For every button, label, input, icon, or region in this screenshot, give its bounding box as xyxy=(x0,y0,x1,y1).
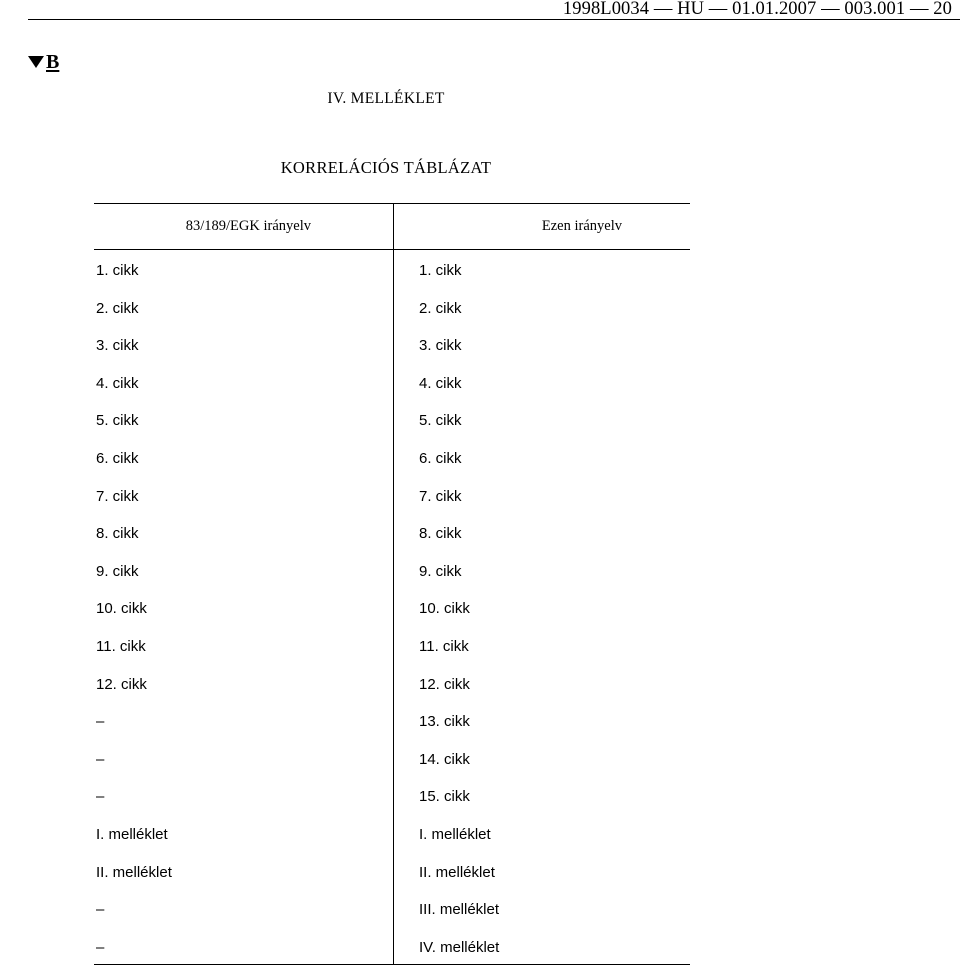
table-row xyxy=(94,664,690,702)
this-directive-cell: 15. cikk xyxy=(419,788,470,806)
consolidation-marker xyxy=(28,50,59,74)
table-row xyxy=(94,400,690,438)
this-directive-cell: 5. cikk xyxy=(419,412,462,430)
this-directive-cell: 11. cikk xyxy=(419,637,469,655)
table-title: KORRELÁCIÓS TÁBLÁZAT xyxy=(280,158,492,177)
table-row xyxy=(94,626,690,664)
old-directive-cell: – xyxy=(94,776,394,814)
table-row xyxy=(94,438,690,476)
table-row xyxy=(94,776,690,814)
table-row xyxy=(94,551,690,589)
table-row xyxy=(94,739,690,777)
old-directive-cell: 7. cikk xyxy=(94,476,394,514)
this-directive-cell: 3. cikk xyxy=(419,337,462,355)
down-triangle-icon xyxy=(28,56,44,68)
table-row xyxy=(94,476,690,514)
annex-title: IV. MELLÉKLET xyxy=(327,90,445,107)
this-directive-cell: 1. cikk xyxy=(419,262,462,279)
old-directive-cell: II. melléklet xyxy=(94,852,394,890)
old-directive-cell: 3. cikk xyxy=(94,325,394,363)
this-directive-cell: 12. cikk xyxy=(419,675,470,693)
old-directive-cell: 4. cikk xyxy=(94,363,394,401)
old-directive-cell: 5. cikk xyxy=(94,400,394,438)
old-directive-cell: 11. cikk xyxy=(94,626,394,664)
marker-label: B xyxy=(46,51,60,73)
table-row xyxy=(94,927,690,965)
header-old-directive: 83/189/EGK irányelv xyxy=(94,204,394,249)
document-reference: 1998L0034 — HU — 01.01.2007 — 003.001 — 20 xyxy=(562,0,952,19)
old-directive-cell: – xyxy=(94,701,394,739)
this-directive-cell: 14. cikk xyxy=(419,750,470,768)
old-directive-cell: 8. cikk xyxy=(94,513,394,551)
old-directive-cell: – xyxy=(94,739,394,777)
old-directive-cell: 10. cikk xyxy=(94,588,394,626)
this-directive-cell: 8. cikk xyxy=(419,525,462,543)
old-directive-cell: – xyxy=(94,927,394,965)
table-row xyxy=(94,889,690,927)
this-directive-cell: 13. cikk xyxy=(419,713,470,731)
table-row xyxy=(94,513,690,551)
table-body xyxy=(94,250,690,964)
correlation-table xyxy=(94,203,690,965)
this-directive-cell: 10. cikk xyxy=(419,600,470,618)
this-directive-cell: 4. cikk xyxy=(419,374,462,392)
table-row xyxy=(94,701,690,739)
table-row xyxy=(94,363,690,401)
old-directive-cell: 1. cikk xyxy=(94,250,394,288)
this-directive-cell: II. melléklet xyxy=(419,863,495,881)
old-directive-cell: 2. cikk xyxy=(94,288,394,326)
table-row xyxy=(94,250,690,288)
old-directive-cell: 6. cikk xyxy=(94,438,394,476)
header-this-directive: Ezen irányelv xyxy=(541,218,622,234)
running-header xyxy=(0,0,960,22)
old-directive-cell: 12. cikk xyxy=(94,664,394,702)
old-directive-cell: 9. cikk xyxy=(94,551,394,589)
table-header xyxy=(94,204,690,250)
header-rule xyxy=(28,19,960,20)
this-directive-cell: 6. cikk xyxy=(419,449,462,467)
this-directive-cell: IV. melléklet xyxy=(419,938,500,956)
table-row xyxy=(94,814,690,852)
table-row xyxy=(94,852,690,890)
this-directive-cell: I. melléklet xyxy=(419,825,491,843)
old-directive-cell: I. melléklet xyxy=(94,814,394,852)
table-row xyxy=(94,588,690,626)
this-directive-cell: III. melléklet xyxy=(419,901,500,919)
table-row xyxy=(94,288,690,326)
this-directive-cell: 9. cikk xyxy=(419,562,462,580)
old-directive-cell: – xyxy=(94,889,394,927)
this-directive-cell: 7. cikk xyxy=(419,487,462,505)
table-row xyxy=(94,325,690,363)
this-directive-cell: 2. cikk xyxy=(419,299,462,317)
